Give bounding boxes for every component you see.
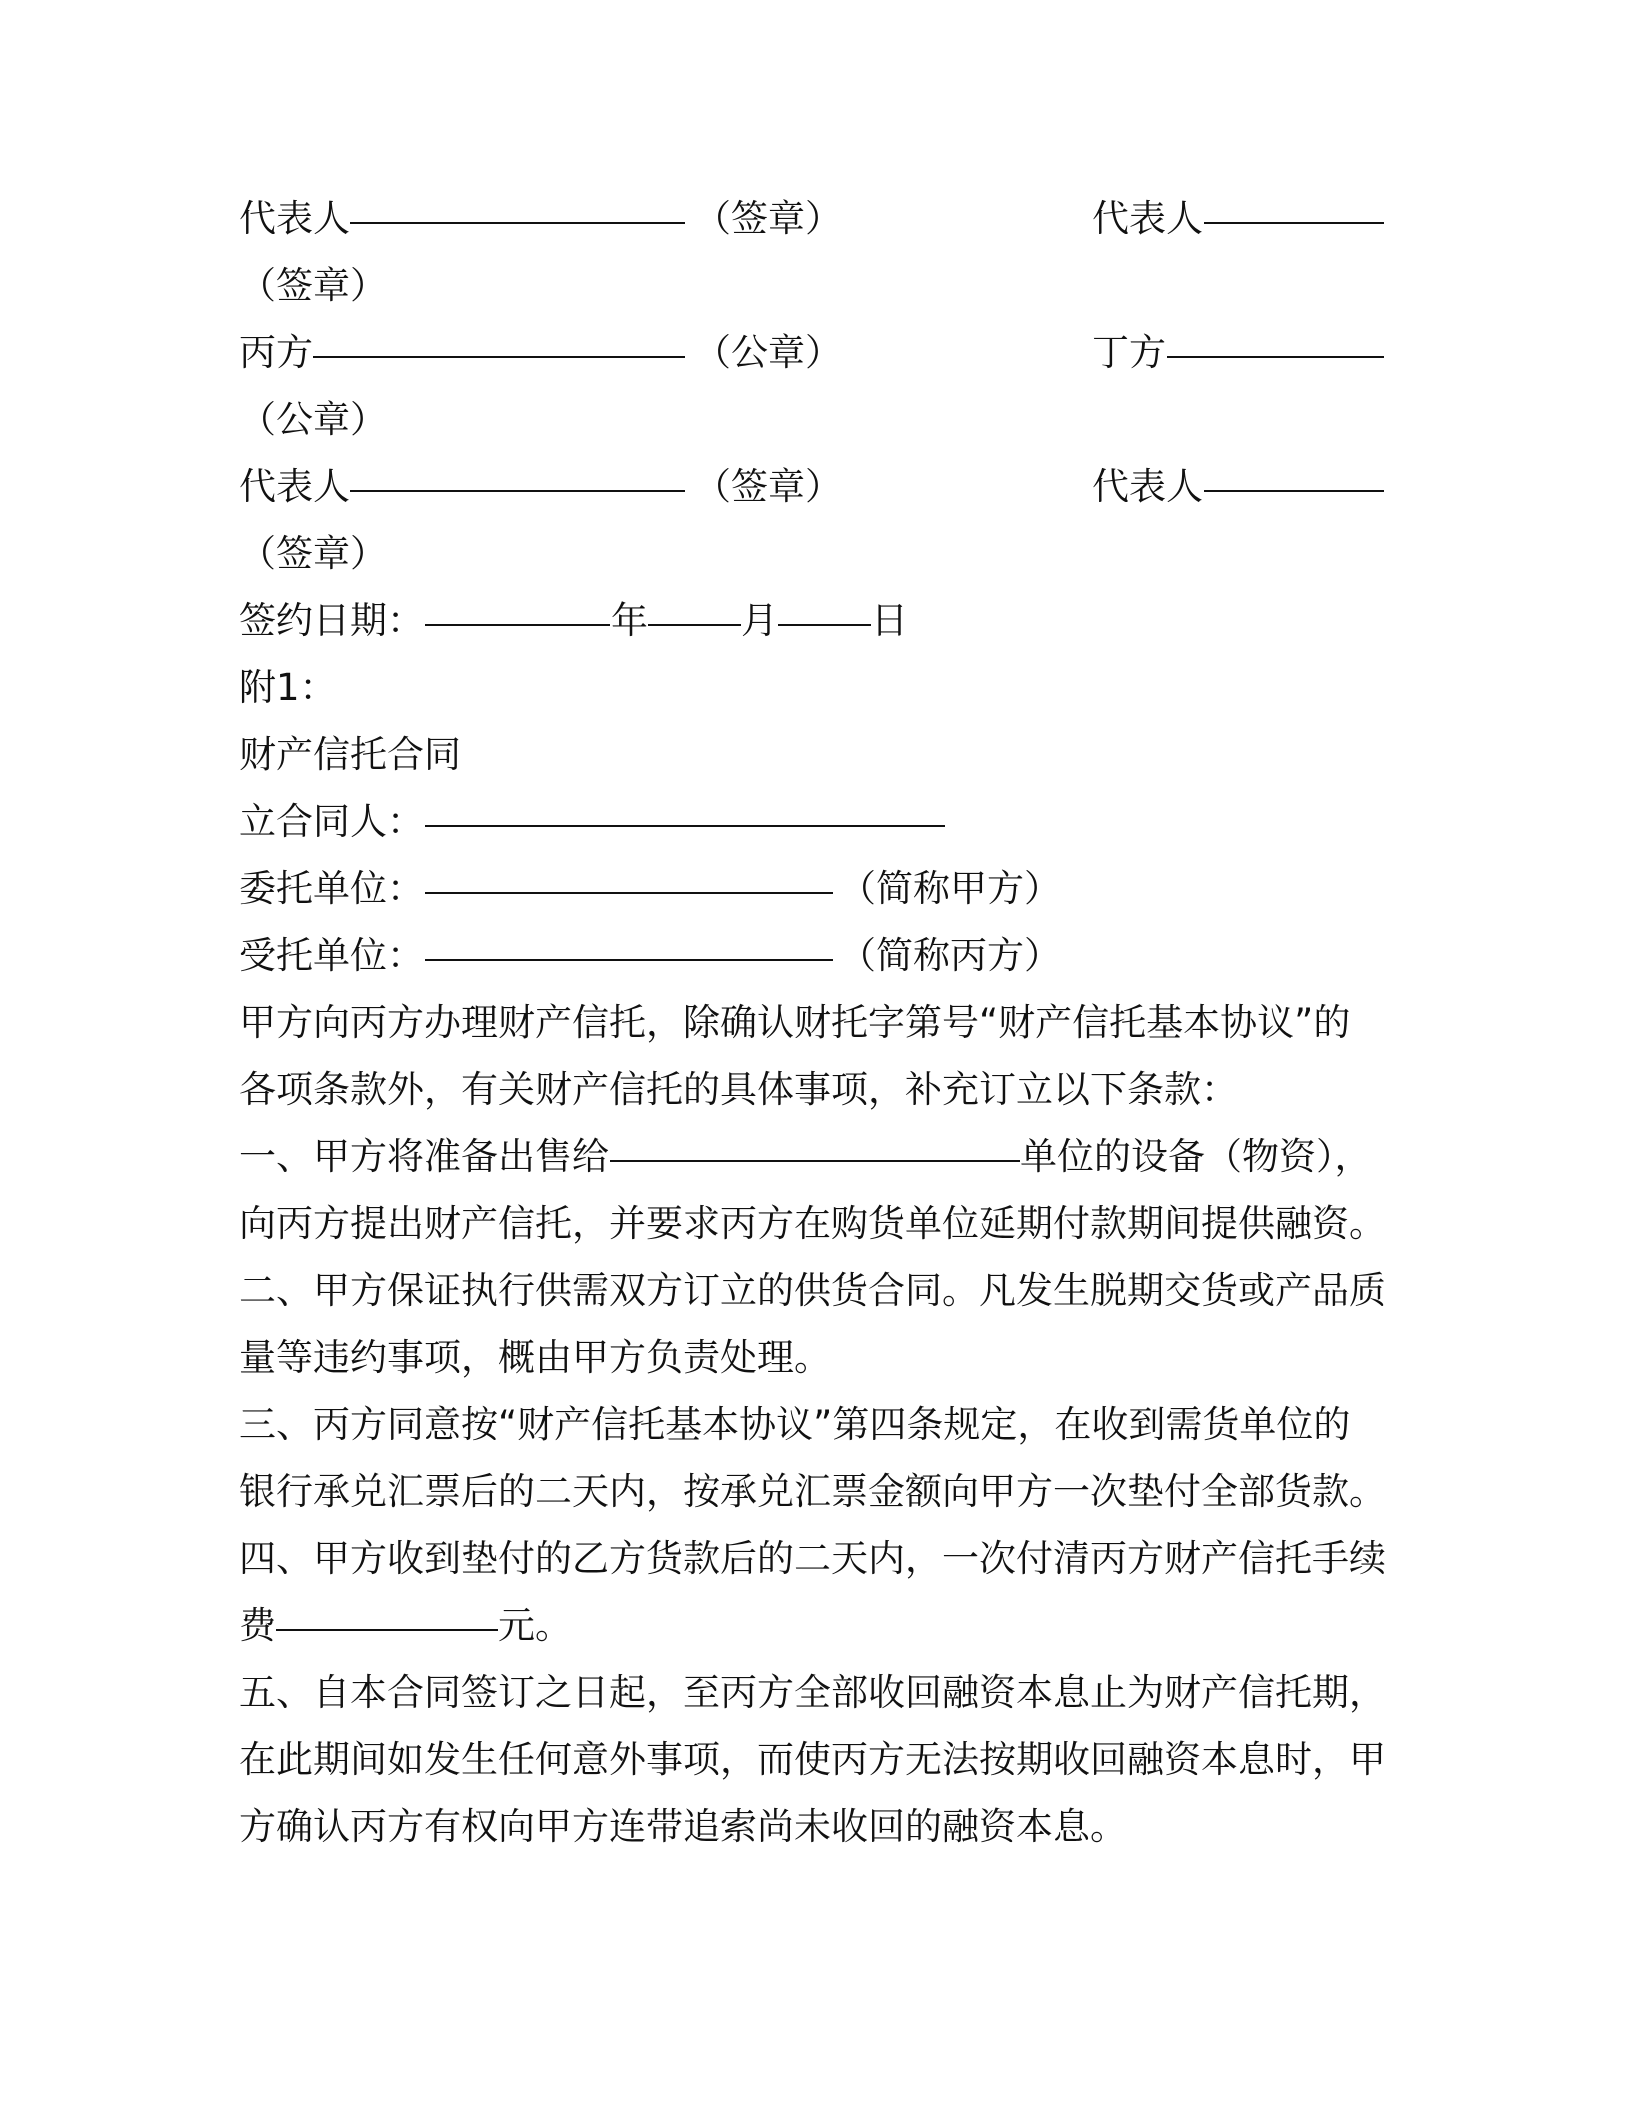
clause-4-text-a: 四、甲方收到垫付的乙方货款后的二天内，一次付清丙方财产信托手续: [239, 1537, 1386, 1580]
annex-title: 财产信托合同: [239, 733, 461, 776]
clause-5-line-1: [239, 1659, 1384, 1726]
clause-2-text-b: 量等违约事项，概由甲方负责处理。: [239, 1336, 831, 1379]
rep1-wrap-seal: （签章）: [239, 264, 387, 307]
month-label: 月: [741, 599, 778, 642]
fee-amount-blank: [276, 1589, 498, 1631]
rep2-right-blank: [1204, 450, 1384, 492]
clause-5-line-3: [239, 1793, 1384, 1860]
signature-row-rep2-wrap: [239, 520, 1384, 587]
trustee-blank: [425, 919, 833, 961]
clause-2-line-1: [239, 1257, 1384, 1324]
contract-parties-row: [239, 788, 1384, 855]
clause-5-text-c: 方确认丙方有权向甲方连带追索尚未收回的融资本息。: [239, 1805, 1127, 1848]
rep2-wrap-seal: （签章）: [239, 532, 387, 575]
clause-4-line-2: [239, 1592, 1384, 1659]
party-c-seal: （公章）: [694, 331, 842, 374]
clause-5-line-2: [239, 1726, 1384, 1793]
party-d-blank: [1167, 316, 1384, 358]
clause-3-line-2: [239, 1458, 1384, 1525]
sign-date-row: [239, 587, 1384, 654]
clause-1-line-1: [239, 1123, 1384, 1190]
clause-1-line-2: [239, 1190, 1384, 1257]
clause-3-text-a: 三、丙方同意按“财产信托基本协议”第四条规定，在收到需货单位的: [239, 1403, 1351, 1446]
clause-1-text-b: 单位的设备（物资），: [1020, 1135, 1372, 1178]
month-blank: [648, 584, 741, 626]
clause-4-text-b: 费: [239, 1604, 276, 1647]
day-blank: [778, 584, 871, 626]
clause-5-text-b: 在此期间如发生任何意外事项，而使丙方无法按期收回融资本息时，甲: [239, 1738, 1386, 1781]
principal-blank: [425, 852, 833, 894]
document-content: [239, 185, 1384, 1860]
rep1-right-label: 代表人: [1092, 197, 1203, 240]
sign-date-label: 签约日期：: [239, 599, 424, 642]
contract-parties-label: 立合同人：: [239, 800, 424, 843]
signature-row-party-c: [239, 319, 1384, 386]
annex-label: 附1：: [239, 666, 337, 709]
clause-2-line-2: [239, 1324, 1384, 1391]
trustee-note: （简称丙方）: [839, 934, 1061, 977]
clause-4-text-c: 元。: [498, 1604, 572, 1647]
party-c-label: 丙方: [239, 331, 313, 374]
rep1-label: 代表人: [239, 197, 350, 240]
principal-row: [239, 855, 1384, 922]
rep2-seal: （签章）: [694, 465, 842, 508]
principal-label: 委托单位：: [239, 867, 424, 910]
year-label: 年: [611, 599, 648, 642]
signature-row-rep1: [239, 185, 1384, 252]
party-d-label: 丁方: [1092, 331, 1166, 374]
clause-3-text-b: 银行承兑汇票后的二天内，按承兑汇票金额向甲方一次垫付全部货款。: [239, 1470, 1386, 1513]
clause-4-line-1: [239, 1525, 1384, 1592]
annex-label-row: [239, 654, 1384, 721]
clause-1-text-c: 向丙方提出财产信托，并要求丙方在购货单位延期付款期间提供融资。: [239, 1202, 1386, 1245]
rep1-blank: [350, 182, 685, 224]
rep2-blank: [350, 450, 685, 492]
day-label: 日: [871, 599, 908, 642]
principal-note: （简称甲方）: [839, 867, 1061, 910]
clause-3-line-1: [239, 1391, 1384, 1458]
rep1-right-blank: [1204, 182, 1384, 224]
contract-parties-blank: [425, 785, 945, 827]
party-c-blank: [313, 316, 685, 358]
clause-1-text-a: 一、甲方将准备出售给: [239, 1135, 609, 1178]
rep1-seal: （签章）: [694, 197, 842, 240]
trustee-label: 受托单位：: [239, 934, 424, 977]
buyer-unit-blank: [610, 1120, 1020, 1162]
rep2-right-label: 代表人: [1092, 465, 1203, 508]
year-blank: [425, 584, 610, 626]
annex-title-row: [239, 721, 1384, 788]
clause-5-text-a: 五、自本合同签订之日起，至丙方全部收回融资本息止为财产信托期，: [239, 1671, 1386, 1714]
clause-2-text-a: 二、甲方保证执行供需双方订立的供货合同。凡发生脱期交货或产品质: [239, 1269, 1386, 1312]
signature-row-rep1-wrap: [239, 252, 1384, 319]
trustee-row: [239, 922, 1384, 989]
party-d-wrap-seal: （公章）: [239, 398, 387, 441]
intro-text-1: 甲方向丙方办理财产信托，除确认财托字第号“财产信托基本协议”的: [239, 1001, 1351, 1044]
signature-row-party-c-wrap: [239, 386, 1384, 453]
rep2-label: 代表人: [239, 465, 350, 508]
intro-text-2: 各项条款外，有关财产信托的具体事项，补充订立以下条款：: [239, 1068, 1238, 1111]
intro-line-1: [239, 989, 1384, 1056]
intro-line-2: [239, 1056, 1384, 1123]
signature-row-rep2: [239, 453, 1384, 520]
